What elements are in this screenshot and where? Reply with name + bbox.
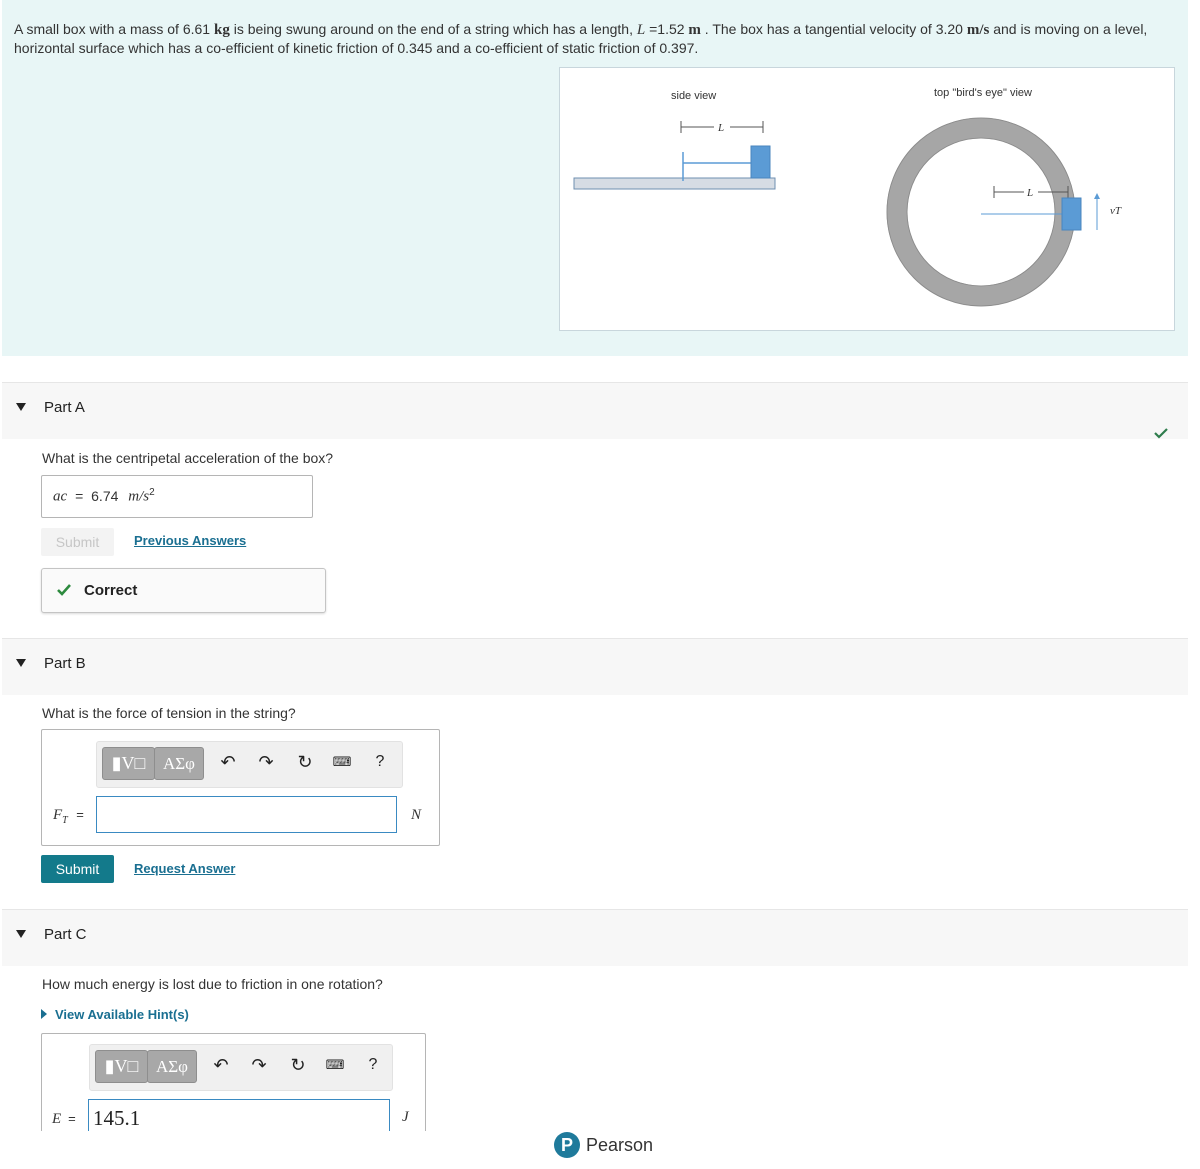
part-b-unit: N	[411, 807, 422, 823]
part-c-answer-panel	[41, 1033, 426, 1131]
reset-icon[interactable]: ↻	[290, 1055, 306, 1075]
collapse-triangle-icon[interactable]	[16, 930, 26, 938]
part-a-answer-box	[41, 475, 313, 518]
keyboard-icon[interactable]: ⌨	[325, 1057, 345, 1072]
part-c-header[interactable]	[2, 909, 1188, 966]
part-b-submit-button[interactable]: Submit	[41, 855, 114, 883]
part-c-unit: J	[402, 1109, 409, 1125]
view-hints-link[interactable]: View Available Hint(s)	[41, 1006, 189, 1024]
part-c-label: Part C	[44, 926, 87, 943]
templates-button[interactable]: ▮V□	[102, 747, 155, 780]
expand-triangle-icon[interactable]	[41, 1009, 47, 1019]
part-a-label: Part A	[44, 399, 85, 416]
collapse-triangle-icon[interactable]	[16, 403, 26, 411]
table-surface	[574, 178, 775, 189]
part-b-header[interactable]	[2, 638, 1188, 695]
top-view-L-label: L	[1027, 187, 1034, 199]
reset-icon[interactable]: ↻	[297, 752, 313, 772]
part-b-variable: $F_T$ =	[53, 807, 84, 827]
part-b-question: What is the force of tension in the string?	[42, 705, 296, 721]
collapse-triangle-icon[interactable]	[16, 659, 26, 667]
energy-input-value: 145.1	[93, 1106, 141, 1130]
correct-label: Correct	[84, 582, 138, 599]
help-button[interactable]: ?	[368, 1056, 378, 1073]
greek-symbols-button[interactable]: ΑΣφ	[154, 747, 204, 780]
side-view-label: side view	[671, 90, 717, 102]
templates-button[interactable]: ▮V□	[95, 1050, 148, 1083]
friction-ring	[897, 128, 1065, 296]
request-answer-link[interactable]: Request Answer	[134, 861, 236, 876]
energy-input[interactable]	[88, 1099, 390, 1131]
redo-icon[interactable]: ↷	[258, 752, 274, 772]
greek-symbols-button[interactable]: ΑΣφ	[147, 1050, 197, 1083]
part-a-submit-button: Submit	[41, 528, 114, 556]
part-a-header[interactable]	[2, 382, 1188, 439]
problem-figure	[559, 67, 1175, 331]
side-view-L-label: L	[718, 122, 725, 134]
previous-answers-link[interactable]: Previous Answers	[134, 533, 247, 548]
undo-icon[interactable]: ↶	[220, 752, 236, 772]
undo-icon[interactable]: ↶	[213, 1055, 229, 1075]
figure-svg	[560, 68, 1174, 330]
top-view-box	[1062, 198, 1081, 230]
help-button[interactable]: ?	[375, 753, 385, 770]
tension-input[interactable]	[96, 796, 397, 833]
part-a-checkmark-icon	[1154, 426, 1168, 438]
top-view-label: top "bird's eye" view	[934, 87, 1032, 99]
part-a-question: What is the centripetal acceleration of the box?	[42, 450, 334, 466]
pearson-brand: Pearson	[586, 1135, 654, 1155]
keyboard-icon[interactable]: ⌨	[332, 754, 352, 769]
part-c-variable: E =	[52, 1111, 76, 1127]
side-view-box	[751, 146, 770, 178]
part-b-math-toolbar	[96, 741, 403, 788]
part-c-math-toolbar	[89, 1044, 393, 1091]
problem-statement: A small box with a mass of 6.61 kg is being swung around on the end of a string which has a length, L =1.52 m . The box has a tangential velocity of 3.20 m/s and is moving on a level, horizontal surface which has a co-efficient of kinetic friction of 0.345 and a co-efficient of static friction of 0.397.	[14, 21, 1148, 56]
redo-icon[interactable]: ↷	[251, 1055, 267, 1075]
part-c-question: How much energy is lost due to friction in one rotation?	[42, 976, 383, 992]
correct-check-icon	[56, 583, 72, 597]
part-a-feedback	[41, 568, 326, 613]
part-b-answer-panel	[41, 729, 440, 846]
pearson-logo-icon: P	[554, 1132, 580, 1158]
side-view-length-marker	[681, 120, 763, 134]
velocity-label: vT	[1110, 205, 1121, 217]
part-b-label: Part B	[44, 655, 86, 672]
part-a-answer: ac = 6.74 $m/s^2$	[53, 487, 155, 505]
